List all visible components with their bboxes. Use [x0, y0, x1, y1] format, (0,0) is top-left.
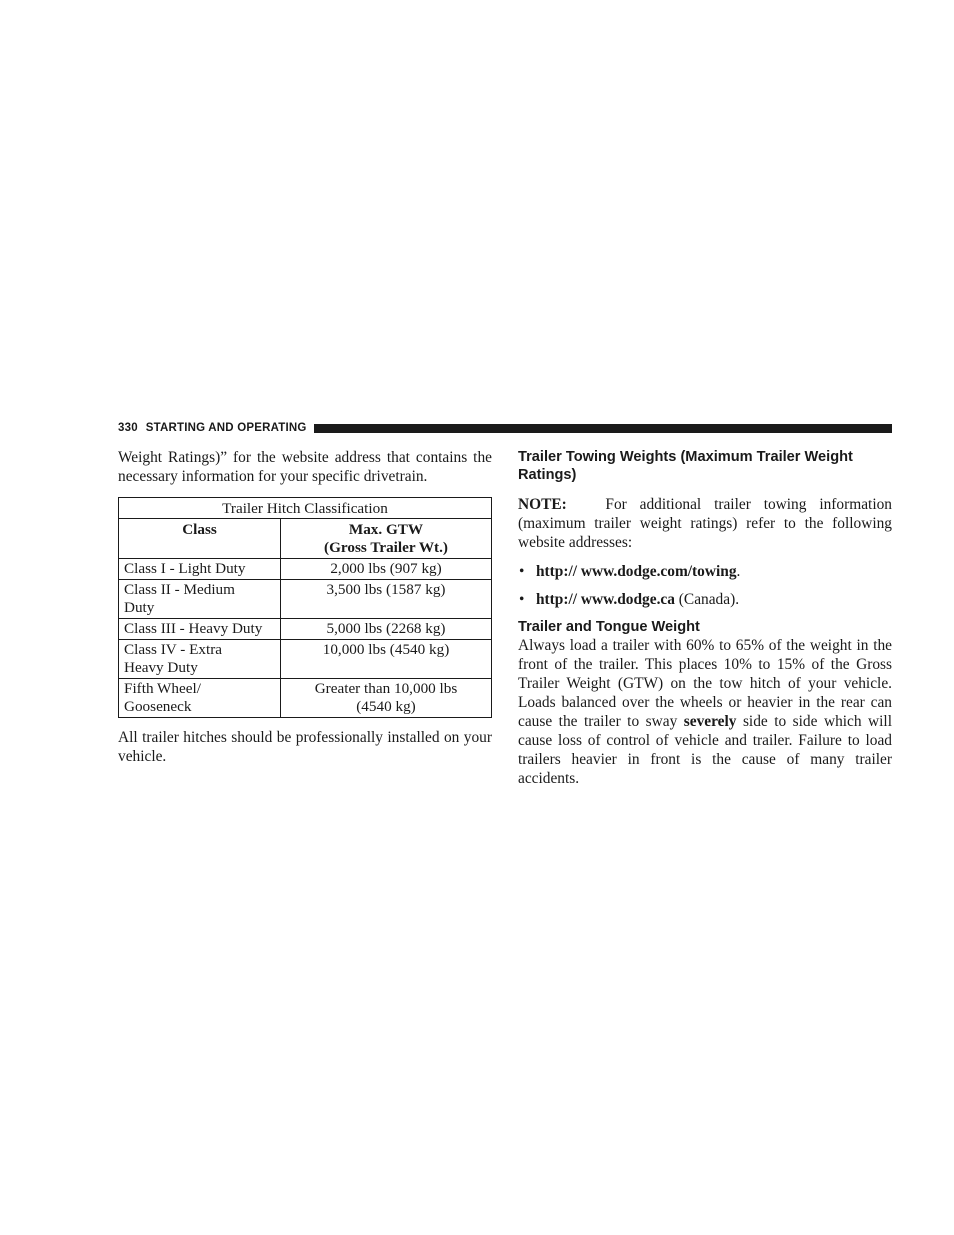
table-row	[119, 559, 492, 580]
website-list	[518, 562, 892, 609]
column-header-class: Class	[119, 519, 281, 559]
gtw-cell: 10,000 lbs (4540 kg)	[281, 640, 492, 679]
class-cell: Class II - Medium Duty	[119, 580, 281, 619]
dodge-canada-link[interactable]: http:// www.dodge.ca	[536, 591, 675, 608]
emphasis-severely: severely	[683, 713, 737, 730]
list-item	[518, 562, 892, 581]
link-suffix: .	[736, 563, 741, 580]
bullet-icon: •	[519, 591, 525, 608]
page-header	[118, 420, 892, 436]
table-caption: Trailer Hitch Classification	[119, 498, 492, 519]
table-caption-row	[119, 498, 492, 519]
left-column	[118, 448, 492, 766]
class-cell: Class IV - Extra Heavy Duty	[119, 640, 281, 679]
section-heading-towing-weights: Trailer Towing Weights (Maximum Trailer Weight Ratings)	[518, 449, 853, 483]
gtw-cell: Greater than 10,000 lbs (4540 kg)	[281, 679, 492, 718]
column-header-gtw: Max. GTW (Gross Trailer Wt.)	[281, 519, 492, 559]
page-number: 330	[118, 422, 138, 434]
class-cell: Fifth Wheel/ Gooseneck	[119, 679, 281, 718]
link-suffix: (Canada).	[674, 591, 740, 608]
table-row	[119, 640, 492, 679]
table-row	[119, 619, 492, 640]
note-text: For additional trailer towing information (maximum trailer weight ratings) refer to the following website addresses:	[518, 496, 892, 551]
bullet-icon: •	[519, 563, 525, 580]
list-item	[518, 590, 892, 609]
header-rule	[314, 424, 892, 433]
note-paragraph	[518, 495, 892, 552]
gtw-cell: 2,000 lbs (907 kg)	[281, 559, 492, 580]
class-cell: Class III - Heavy Duty	[119, 619, 281, 640]
right-column	[518, 448, 892, 788]
section-title: STARTING AND OPERATING	[145, 422, 307, 434]
table-row	[119, 679, 492, 718]
section-heading-tongue-weight: Trailer and Tongue Weight	[518, 619, 700, 635]
class-cell: Class I - Light Duty	[119, 559, 281, 580]
trailer-hitch-table	[118, 497, 492, 718]
dodge-towing-link[interactable]: http:// www.dodge.com/towing	[536, 563, 737, 580]
intro-paragraph: Weight Ratings)” for the website address that contains the necessary information for your specific drivetrain.	[118, 449, 492, 485]
gtw-cell: 3,500 lbs (1587 kg)	[281, 580, 492, 619]
table-row	[119, 580, 492, 619]
gtw-cell: 5,000 lbs (2268 kg)	[281, 619, 492, 640]
table-header-row	[119, 519, 492, 559]
outro-paragraph: All trailer hitches should be professionally installed on your vehicle.	[118, 729, 492, 765]
note-label: NOTE:	[518, 496, 567, 513]
tongue-weight-paragraph: Always load a trailer with 60% to 65% of the weight in the front of the trailer. This places 10% to 15% of the Gross Trailer Weight (GTW) on the tow hitch of your vehicle. Loads balanced over the wheels or heavier in the rear can cause the trailer to sway severely side to side which will cause loss of control of vehicle and trailer. Failure to load trailers heavier in front is the cause of many trailer accidents.	[518, 637, 892, 787]
